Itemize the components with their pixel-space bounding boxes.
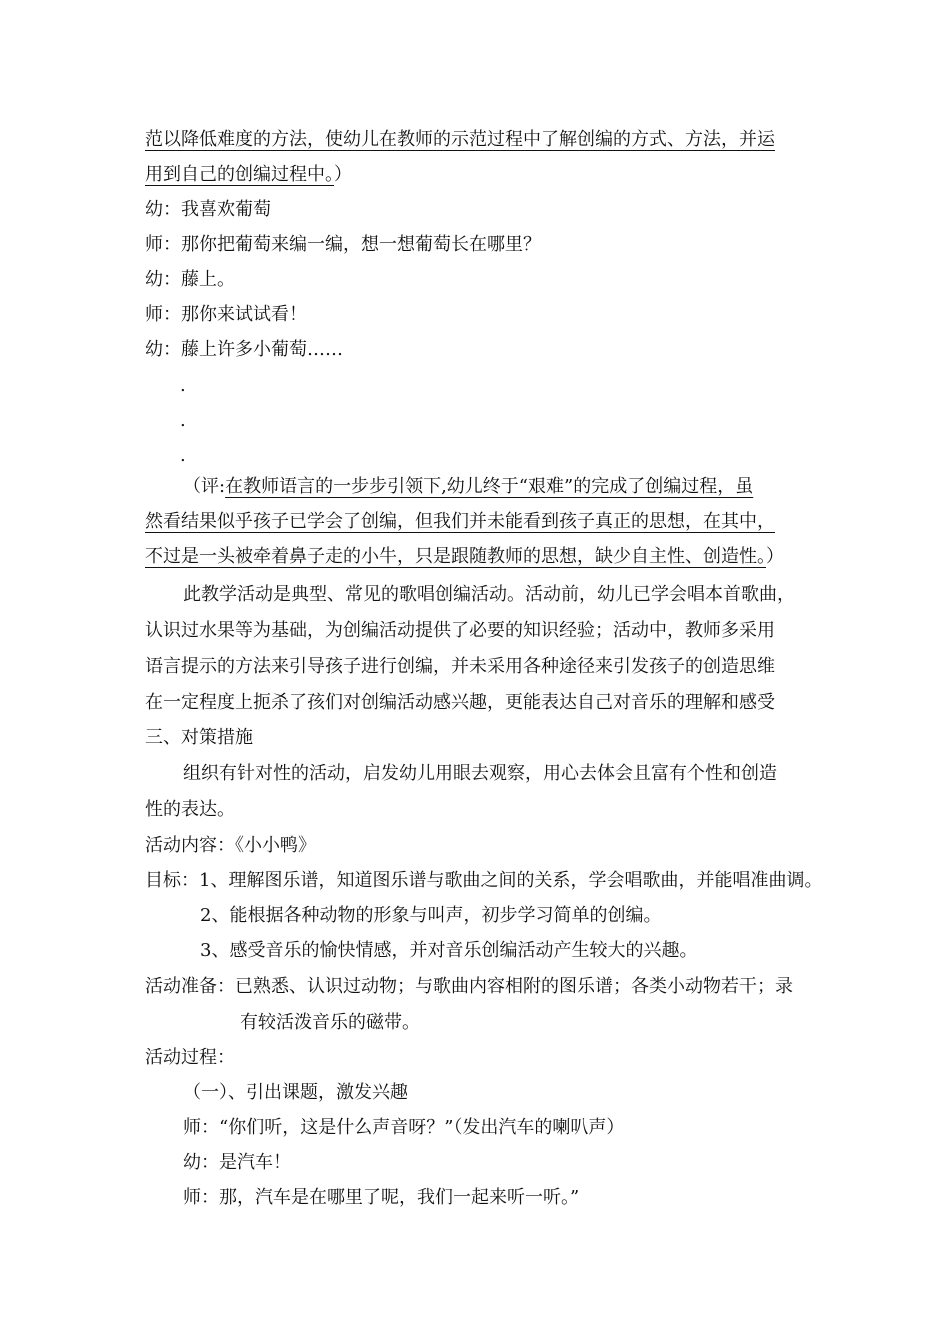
comment-text: 然看结果似乎孩子已学会了创编，但我们并未能看到孩子真正的思想，在其中， xyxy=(145,511,775,532)
comment-lead: （评: xyxy=(183,476,226,497)
process-heading: 活动过程： xyxy=(145,1047,235,1068)
measures-paragraph-line: 性的表达。 xyxy=(145,799,235,820)
analysis-paragraph-line: 此教学活动是典型、常见的歌唱创编活动。活动前，幼儿已学会唱本首歌曲， xyxy=(183,584,795,605)
comment-line-3 xyxy=(145,545,784,569)
activity-content: 活动内容：《小小鸭》 xyxy=(145,835,316,856)
process-dialogue-line: 师：“你们听，这是什么声音呀？”（发出汽车的喇叭声） xyxy=(183,1117,625,1138)
ellipsis-dot: . xyxy=(180,375,186,396)
goal-item: 2、能根据各种动物的形象与叫声，初步学习简单的创编。 xyxy=(200,905,662,926)
process-dialogue-line: 师：那，汽车是在哪里了呢，我们一起来听一听。” xyxy=(183,1187,580,1208)
comment-line-2 xyxy=(145,510,775,534)
process-dialogue-line: 幼：是汽车！ xyxy=(183,1152,291,1173)
ellipsis-dot: . xyxy=(180,445,186,466)
preparation-line: 有较活泼音乐的磁带。 xyxy=(240,1012,420,1033)
closing-paren: ） xyxy=(766,546,784,567)
dialogue-line: 幼：我喜欢葡萄 xyxy=(145,199,271,220)
preparation-line: 活动准备：已熟悉、认识过动物；与歌曲内容相附的图乐谱；各类小动物若干；录 xyxy=(145,976,793,997)
comment-line-1 xyxy=(183,475,753,499)
dialogue-line: 师：那你来试试看！ xyxy=(145,304,307,325)
goal-item: 3、感受音乐的愉快情感，并对音乐创编活动产生较大的兴趣。 xyxy=(200,940,698,961)
commentary-line-1 xyxy=(145,128,775,152)
comment-text: 不过是一头被牵着鼻子走的小牛，只是跟随教师的思想，缺少自主性、创造性。 xyxy=(145,546,766,567)
ellipsis-dot: . xyxy=(180,410,186,431)
measures-paragraph-line: 组织有针对性的活动，启发幼儿用眼去观察，用心去体会且富有个性和创造 xyxy=(183,763,777,784)
goal-item: 目标：1、理解图乐谱，知道图乐谱与歌曲之间的关系，学会唱歌曲，并能唱准曲调。 xyxy=(145,870,823,891)
commentary-text: 用到自己的创编过程中。 xyxy=(145,164,334,185)
closing-paren: ） xyxy=(334,164,352,185)
analysis-paragraph-line: 语言提示的方法来引导孩子进行创编，并未采用各种途径来引发孩子的创造思维 xyxy=(145,656,775,677)
dialogue-line: 师：那你把葡萄来编一编，想一想葡萄长在哪里？ xyxy=(145,234,541,255)
commentary-line-2 xyxy=(145,163,352,187)
analysis-paragraph-line: 在一定程度上扼杀了孩们对创编活动感兴趣，更能表达自己对音乐的理解和感受 xyxy=(145,692,775,713)
dialogue-line: 幼：藤上。 xyxy=(145,269,235,290)
comment-text: 在教师语言的一步步引领下,幼儿终于“艰难”的完成了创编过程，虽 xyxy=(225,476,754,497)
commentary-text: 范以降低难度的方法，使幼儿在教师的示范过程中了解创编的方式、方法，并运 xyxy=(145,129,775,150)
section-heading: 三、对策措施 xyxy=(145,727,253,748)
process-step-heading: （一）、引出课题，激发兴趣 xyxy=(183,1082,408,1103)
analysis-paragraph-line: 认识过水果等为基础，为创编活动提供了必要的知识经验；活动中，教师多采用 xyxy=(145,620,775,641)
dialogue-line: 幼：藤上许多小葡萄…… xyxy=(145,339,343,360)
